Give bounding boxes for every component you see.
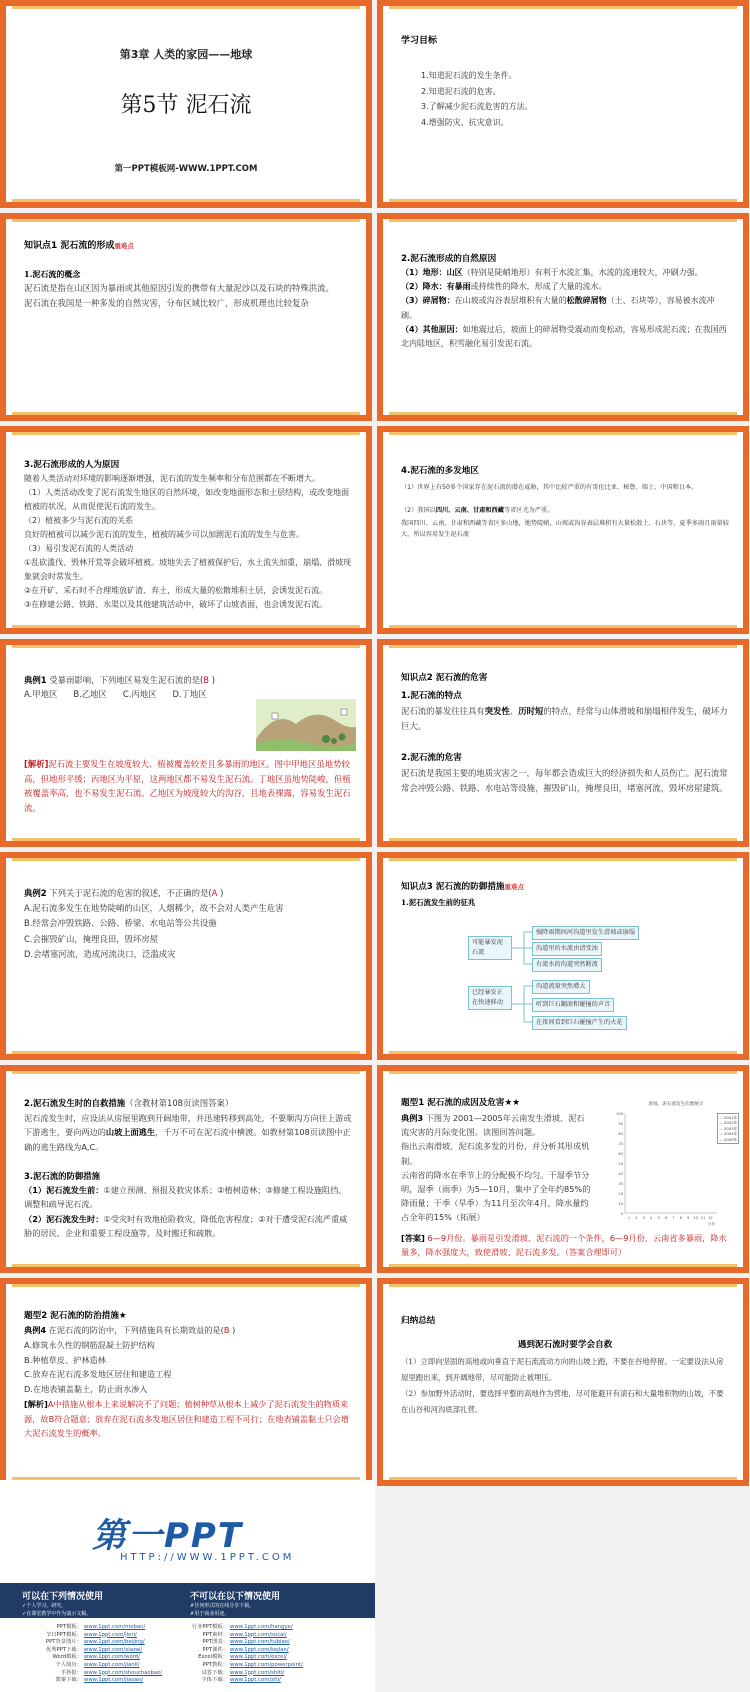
keyword: 山区 — [446, 268, 463, 277]
sign-item: 在夜间看到巨石碰撞产生的火花 — [532, 1016, 627, 1030]
link-label: 节日PPT模板： — [45, 1631, 82, 1638]
label: （4）其他原因： — [401, 324, 463, 334]
keyword: 突发性 — [484, 706, 510, 716]
text: 下图为 2001—2005年云南发生滑坡、泥石流灾害的月际变化图。读图回答问题。 — [401, 1113, 585, 1138]
y-tick-label: 50 — [618, 1162, 623, 1166]
legend-item: — 2003年 — [719, 1125, 738, 1131]
text-line: 良好的植被可以减少泥石流的发生，植被的减少可以加剧泥石流的发生与危害。 — [24, 530, 304, 539]
text: ) — [232, 1325, 236, 1335]
summary-p1: （1）立即向坚固的高地或向垂直于泥石流流动方向的山坡上跑，不要在谷地停留。一定要设法从房屋里跑出来，到开阔地带，尽可能防止被埋压。 — [401, 1357, 724, 1382]
text: （2）我国以 — [401, 507, 436, 514]
x-tick-label: 10 — [693, 1216, 698, 1220]
link-label: 个人简历： — [55, 1661, 82, 1668]
links-left-labels — [42, 1624, 82, 1685]
text: （特别是陡峭地形）有利于水流汇集，水流的流速较大，冲刷力强。 — [462, 268, 703, 277]
link-url[interactable]: www.1ppt.com/jiaoan/ — [84, 1677, 143, 1684]
sign-item: 沟道里的水流由清变浊 — [532, 942, 602, 956]
sign-item: 强降雨期间河沟道里发生滑坡或崩塌 — [532, 926, 639, 940]
link-url[interactable]: www.1ppt.com/jianli/ — [84, 1661, 140, 1668]
text: ①受灾时有效地抢险救灾，降低危害程度；②对于遭受泥石流严重威胁的居民、企业和重要工程设施等，及时搬迁和疏散。 — [24, 1214, 348, 1239]
keyword: 历时短 — [518, 706, 544, 716]
link-label: 试卷下载： — [201, 1669, 228, 1676]
regions-p1: （1）世界上有50多个国家存在泥石流的潜在威胁，其中比较严重的有哥伦比亚、秘鲁、瑞士、中国和日本。 — [401, 484, 698, 491]
summary-p2: （2）参加野外活动时，要选择平整的高地作为营地，尽可能避开有滚石和大量堆积物的山坡，不要在山谷和河沟底部扎营。 — [401, 1389, 724, 1414]
kp1-heading-text: 知识点1 泥石流的形成 — [24, 241, 115, 251]
goal-item: 4.增强防灾、抗灾意识。 — [421, 117, 509, 127]
y-ticks — [616, 1112, 624, 1216]
text: 云南省的降水在季节上的分配极不均匀。干湿季节分明，湿季（雨季）为5—10月，集中了全年约85%的降雨量；干季（旱季）为11月至次年4月，降水量约占全年的15%（拓展） — [401, 1169, 591, 1223]
keyword: 有暴雨 — [446, 282, 471, 292]
text: 泥石流发生时，应设法从房屋里跑到开阔地带，并迅速转移到高处，不要顺沟方向往上游或下游逃生，要向两边的 — [24, 1113, 352, 1138]
text: 指出云南滑坡、泥石流多发的月份，并分析其形成机制。 — [401, 1141, 590, 1166]
concept-subtitle: 1.泥石流的概念 — [24, 269, 81, 279]
node-occurring: 已经暴发正在快速移动 — [468, 986, 512, 1010]
link-label: PPT图表： — [202, 1639, 228, 1646]
text: 、 — [509, 706, 519, 716]
label: （3）碎屑物： — [401, 296, 455, 306]
example1-options: A.甲地区 B.乙地区 C.丙地区 D.丁地区 — [24, 689, 207, 699]
can-item: ✓个人学习、研究。 — [22, 1603, 67, 1609]
text: ) — [220, 888, 224, 898]
keyword: 四川、云南、甘肃和西藏 — [435, 507, 504, 514]
label: 典例1 — [24, 675, 47, 685]
harms-heading: 2.泥石流的危害 — [401, 753, 462, 763]
key-tag: 重难点 — [114, 242, 134, 250]
human-body — [24, 472, 352, 612]
x-tick-label: 8 — [679, 1216, 682, 1220]
legend-item: — 2004年 — [719, 1131, 738, 1137]
x-tick-label: 2 — [635, 1216, 638, 1220]
text: 泥石流主要发生在坡度较大、植被覆盖较差且多暴雨的地区。图中甲地区虽地势较高，但地形平缓；丙地区为平原，这两地区都不易发生泥石流。丁地区虽地势陡峻，但植被覆盖率高，也不易发生泥石流。乙地区为坡度较大的沟谷，且地表裸露，容易发生泥石流。 — [24, 759, 351, 813]
text: 6—9月份。暴雨是引发滑坡、泥石流的一个条件，6—9月份，云南省多暴雨，降水量多，降水强度大，致使滑坡、泥石流多发。（答案合理即可） — [401, 1233, 727, 1257]
link-label: PPT素材： — [202, 1631, 228, 1638]
text: ①建立预测、预报及救灾体系；②植树造林；③修建工程设施阻挡、调整和疏导泥石流。 — [24, 1185, 347, 1210]
example4-analysis — [24, 1397, 352, 1441]
link-url[interactable]: www.1ppt.com/hangye/ — [230, 1624, 293, 1630]
sign-item: 沟道流量突然增大 — [532, 980, 590, 994]
warning-signs-diagram — [468, 924, 718, 1042]
x-tick-label: 1 — [627, 1216, 631, 1220]
text-line: （3）易引发泥石流的人类活动 — [24, 544, 134, 553]
type2-heading: 题型2 泥石流的防治措施★ — [24, 1311, 127, 1321]
answer: B — [203, 675, 210, 685]
text-line: （2）植被多少与泥石流的关系 — [24, 516, 134, 525]
chart-title: 滑坡、泥石流发生次数统计 — [648, 1102, 704, 1107]
label: 典例4 — [24, 1325, 47, 1335]
y-tick-label: 90 — [618, 1122, 623, 1126]
slide-goals — [377, 0, 749, 208]
can-use-list — [22, 1602, 91, 1618]
features-text — [401, 704, 729, 733]
x-axis-unit: 月份 — [707, 1222, 715, 1226]
natural-body — [401, 266, 729, 351]
measures-during — [24, 1212, 352, 1241]
link-url[interactable]: www.1ppt.com/jieri/ — [84, 1631, 137, 1638]
link-label: PPT模板： — [56, 1624, 82, 1630]
goal-item: 1.知道泥石流的发生条件。 — [421, 71, 517, 80]
label: 典例3 — [401, 1113, 424, 1123]
kp3-heading-text: 知识点3 泥石流的防御措施 — [401, 882, 505, 892]
y-tick-label: 0 — [620, 1212, 623, 1216]
slide-natural-causes — [377, 213, 749, 421]
goal-item: 2.知道泥石流的危害。 — [421, 86, 501, 96]
example3-text — [401, 1111, 591, 1225]
links-area — [0, 1618, 375, 1692]
x-tick-label: 12 — [708, 1216, 713, 1220]
type1-heading: 题型1 泥石流的成因及危害★★ — [401, 1098, 520, 1108]
x-tick-label: 9 — [687, 1216, 690, 1220]
option: C.会摧毁矿山，掩埋良田，毁坏房屋 — [24, 933, 159, 944]
slide-warning-signs — [377, 852, 749, 1060]
legend-item: — 2005年 — [719, 1136, 738, 1142]
promo-page — [0, 1480, 375, 1692]
text-line: ③在修建公路、铁路、水渠以及其他建筑活动中，破坏了山坡表面，也会诱发泥石流。 — [24, 600, 328, 609]
harms-text: 泥石流是我国主要的地质灾害之一，每年都会造成巨大的经济损失和人员伤亡。泥石流常常会冲毁公路、铁路、水电站等设施，摧毁矿山，掩埋良田，堵塞河流，毁坏房屋建筑。 — [401, 768, 728, 793]
human-heading: 3.泥石流形成的人为原因 — [24, 460, 120, 470]
text: 泥石流的暴发往往具有 — [401, 706, 485, 716]
kp3-heading — [401, 880, 729, 895]
rescue-text — [24, 1111, 352, 1154]
summary-heading: 归纳总结 — [401, 1316, 436, 1326]
kp2-heading: 知识点2 泥石流的危害 — [401, 673, 488, 683]
terrain-illustration — [256, 699, 356, 751]
option: B.种植草皮、护林造林 — [24, 1354, 106, 1365]
x-tick-label: 4 — [650, 1216, 653, 1220]
node-possible: 可能暴发泥石流 — [468, 936, 512, 960]
links-right-urls — [230, 1624, 303, 1685]
link-url[interactable]: www.1ppt.com/word/ — [84, 1654, 140, 1661]
y-tick-label: 100 — [616, 1112, 623, 1116]
kp1-heading — [24, 239, 352, 254]
text: ，千万不可在泥石流中横渡。如教材第108页读图中正确的逃生路线为A,C。 — [24, 1127, 351, 1152]
logo-area — [0, 1480, 375, 1583]
links-right-labels — [188, 1624, 228, 1685]
example4-question — [24, 1323, 352, 1338]
text-line: （1）人类活动改变了泥石流发生地区的自然环境，如改变地面形态和土层结构，或改变地面植被的状况，从而促使泥石流的发生。 — [24, 488, 350, 511]
example1-question — [24, 673, 352, 688]
heading-text: 2.泥石流发生时的自救措施 — [24, 1098, 126, 1108]
option: A.泥石流多发生在地势陡峭的山区，人烟稀少，故不会对人类产生危害 — [24, 903, 284, 913]
label: [解析] — [24, 1399, 48, 1409]
can-item: ✓在课堂教学中作为演示文稿。 — [22, 1611, 92, 1617]
slide-summary — [377, 1278, 749, 1486]
y-tick-label: 40 — [618, 1172, 623, 1176]
link-label: Word模板： — [52, 1654, 82, 1661]
y-tick-label: 80 — [618, 1132, 623, 1136]
text: 如地震过后，坡面上的碎屑物受震动而变松动，容易形成泥石流；在我国西北内陆地区，积雪融化易引发泥石流。 — [401, 324, 727, 349]
link-label: PPT课件： — [202, 1646, 228, 1653]
legend-label: 2005年 — [724, 1136, 738, 1142]
link-url[interactable]: www.1ppt.com/tubiao/ — [230, 1639, 290, 1646]
link-url[interactable]: www.1ppt.com/powerpoint/ — [230, 1661, 303, 1668]
slide-concept — [0, 213, 372, 421]
y-tick-label: 20 — [618, 1192, 623, 1196]
summary-center-title: 遇到泥石流时要学会自救 — [517, 1340, 613, 1350]
measures-before — [24, 1183, 352, 1212]
x-ticks — [628, 1216, 716, 1226]
monthly-chart — [611, 1101, 741, 1249]
link-label: 优秀PPT下载： — [45, 1646, 82, 1653]
legend-item: — 2002年 — [719, 1120, 738, 1126]
label: （2）降水： — [401, 282, 447, 292]
regions-p2 — [401, 506, 729, 516]
regions-p3: 我国四川、云南、甘肃和西藏等省区多山地，地势陡峭，山坡或沟谷表层堆积有大量松散土、石块等，夏季多雨且雨量较大，所以容易发生泥石流 — [401, 520, 729, 538]
label: （1）泥石流发生前： — [24, 1185, 104, 1195]
option: C.放弃在泥石流多发地区居住和建造工程 — [24, 1369, 172, 1380]
slide-title — [0, 0, 372, 208]
text: 在山坡或沟谷表层堆积有大量的 — [454, 296, 567, 306]
slide-example2 — [0, 852, 372, 1060]
text-line: 随着人类活动对环境的影响逐渐增强，泥石流的发生频率和分布范围都在不断增大。 — [24, 474, 320, 483]
slide-hazards — [377, 639, 749, 847]
text: （土、石块等），容易被水流冲刷。 — [401, 296, 715, 320]
chapter-title: 第3章 人类的家园——地球 — [119, 48, 253, 61]
label: （1）地形： — [401, 268, 447, 277]
legend-label: 2004年 — [724, 1131, 738, 1137]
concept-p2: 泥石流在我国是一种多发的自然灾害，分布区域比较广，形成机理也比较复杂 — [24, 298, 309, 308]
option: B.经常会冲毁铁路、公路、桥梁、水电站等公共设施 — [24, 918, 217, 929]
x-tick-label: 7 — [672, 1216, 675, 1220]
keyword: 松散碎屑物 — [566, 296, 607, 306]
link-label: 手抄报： — [60, 1669, 82, 1676]
text: A中措施从根本上来说解决不了问题；植树种草从根本上减少了泥石流发生的物质来源，故B符合题意；放弃在泥石流多发地区居住和建造工程不可行；在地表铺盖黏土只会增大泥石流发生的概率。 — [24, 1399, 349, 1439]
sign-item: 听到巨石翻滚和碰撞的声音 — [532, 998, 614, 1012]
y-tick-label: 70 — [618, 1142, 623, 1146]
link-url[interactable]: www.1ppt.com/moban/ — [84, 1624, 146, 1630]
regions-heading: 4.泥石流的多发地区 — [401, 466, 479, 476]
y-tick-label: 10 — [618, 1202, 623, 1206]
text: 或持续性的降水，形成了大量的流水。 — [470, 282, 607, 292]
link-url[interactable]: www.1ppt.com/shiti/ — [230, 1669, 285, 1676]
answer: B — [223, 1325, 230, 1335]
rescue-heading — [24, 1096, 352, 1111]
slide-example4 — [0, 1278, 372, 1486]
legend-label: 2003年 — [724, 1125, 738, 1131]
goals-list — [421, 68, 729, 130]
example1-analysis — [24, 757, 352, 815]
option: D.会堵塞河流，造成河流决口，泛滥成灾 — [24, 948, 176, 959]
sign-item: 有流水的沟道突然断流 — [532, 958, 602, 972]
x-tick-label: 5 — [657, 1216, 660, 1220]
text-line: ②在开矿、采石时不合理堆放矿渣、弃土，形成大量的松散堆积土层，会诱发泥石流。 — [24, 586, 328, 595]
lesson-title: 第5节 泥石流 — [120, 93, 252, 118]
site-logo: 第一PPT — [92, 1516, 244, 1556]
link-label: 字体下载： — [201, 1677, 228, 1684]
option: A.修筑永久性的钢筋混凝土防护结构 — [24, 1340, 155, 1350]
x-tick-label: 3 — [642, 1216, 645, 1220]
goal-item: 3.了解减少泥石流危害的方法。 — [421, 102, 533, 111]
link-label: PPT背景图片： — [45, 1639, 82, 1646]
y-tick-label: 60 — [618, 1152, 623, 1156]
slide-example3 — [377, 1065, 749, 1273]
legend-label: 2002年 — [724, 1120, 738, 1126]
link-url[interactable]: www.1ppt.com/shouchaobao/ — [84, 1669, 163, 1676]
key-tag: 重难点 — [504, 883, 525, 891]
legend-item: — 2001年 — [719, 1115, 738, 1120]
concept-p1: 泥石流是指在山区因为暴雨或其他原因引发的携带有大量泥沙以及石块的特殊洪流。 — [24, 283, 334, 293]
x-tick-label: 11 — [700, 1216, 706, 1220]
link-url[interactable]: www.1ppt.com/excel/ — [230, 1654, 287, 1661]
link-label: 行业PPT模板： — [191, 1624, 228, 1630]
label: [解析] — [24, 759, 49, 769]
label: （2）泥石流发生时： — [24, 1214, 104, 1224]
measures-heading: 3.泥石流的防御措施 — [24, 1171, 101, 1181]
slide-example1 — [0, 639, 372, 847]
heading-note: （含教材第108页读图答案） — [125, 1098, 234, 1108]
cannot-use-list — [190, 1602, 254, 1618]
text: 下列关于泥石流的危害的叙述，不正确的是( — [49, 888, 212, 898]
label: [答案] — [401, 1233, 425, 1243]
link-url[interactable]: www.1ppt.com/kejian/ — [230, 1646, 289, 1653]
link-url[interactable]: www.1ppt.com/sucai/ — [230, 1631, 287, 1638]
cannot-use-title: 不可以在以下情况使用 — [190, 1592, 281, 1602]
example2-options — [24, 901, 352, 962]
answer: A — [211, 888, 218, 898]
slide-self-rescue — [0, 1065, 372, 1273]
keyword: 山坡上面逃生 — [105, 1127, 156, 1138]
example4-options — [24, 1338, 352, 1396]
y-tick-label: 30 — [618, 1182, 623, 1186]
can-use-title: 可以在下列情况使用 — [22, 1592, 104, 1602]
logo-url: HTTP://WWW.1PPT.COM — [120, 1552, 295, 1563]
label: 典例2 — [24, 888, 47, 898]
text: ) — [211, 675, 215, 685]
natural-heading: 2.泥石流形成的自然原因 — [401, 254, 497, 264]
cant-item: ✗任何形式的在线分享下载。 — [190, 1603, 255, 1609]
x-tick-label: 6 — [664, 1216, 668, 1220]
text: 的特点，经常与山体滑坡和崩塌相伴发生，破坏力巨大。 — [401, 706, 728, 731]
cant-item: ✗用于商业用途。 — [190, 1611, 230, 1617]
legend-label: 2001年 — [724, 1115, 738, 1120]
link-label: 教案下载： — [55, 1677, 82, 1684]
text: 在泥石流的防治中，下列措施具有长期效益的是( — [48, 1325, 224, 1335]
signs-subtitle: 1.泥石流发生前的征兆 — [401, 898, 476, 907]
link-url[interactable]: www.1ppt.com/ziti/ — [230, 1677, 281, 1684]
option: D.在地表铺盖黏土，防止雨水渗入 — [24, 1383, 148, 1394]
link-label: Excel模板： — [198, 1654, 228, 1661]
features-heading: 1.泥石流的特点 — [401, 691, 462, 701]
text: 等省区尤为严重。 — [503, 507, 554, 514]
site-label: 第一PPT模板网-WWW.1PPT.COM — [114, 164, 258, 174]
slide-human-causes — [0, 426, 372, 634]
link-label: PPT教程： — [202, 1661, 228, 1668]
example2-question — [24, 886, 352, 901]
links-left-urls — [84, 1624, 162, 1685]
text-line: ①乱砍滥伐、毁林开荒等会破坏植被。坡地失去了植被保护后，水土流失加重，崩塌、滑坡现象就会时常发生。 — [24, 558, 352, 581]
goals-heading: 学习目标 — [401, 36, 438, 46]
link-url[interactable]: www.1ppt.com/beijing/ — [84, 1639, 145, 1646]
text: 受暴雨影响，下列地区易发生泥石流的是( — [49, 675, 204, 685]
chart-legend — [717, 1113, 739, 1144]
slide-regions — [377, 426, 749, 634]
link-url[interactable]: www.1ppt.com/xiazai/ — [84, 1646, 143, 1653]
